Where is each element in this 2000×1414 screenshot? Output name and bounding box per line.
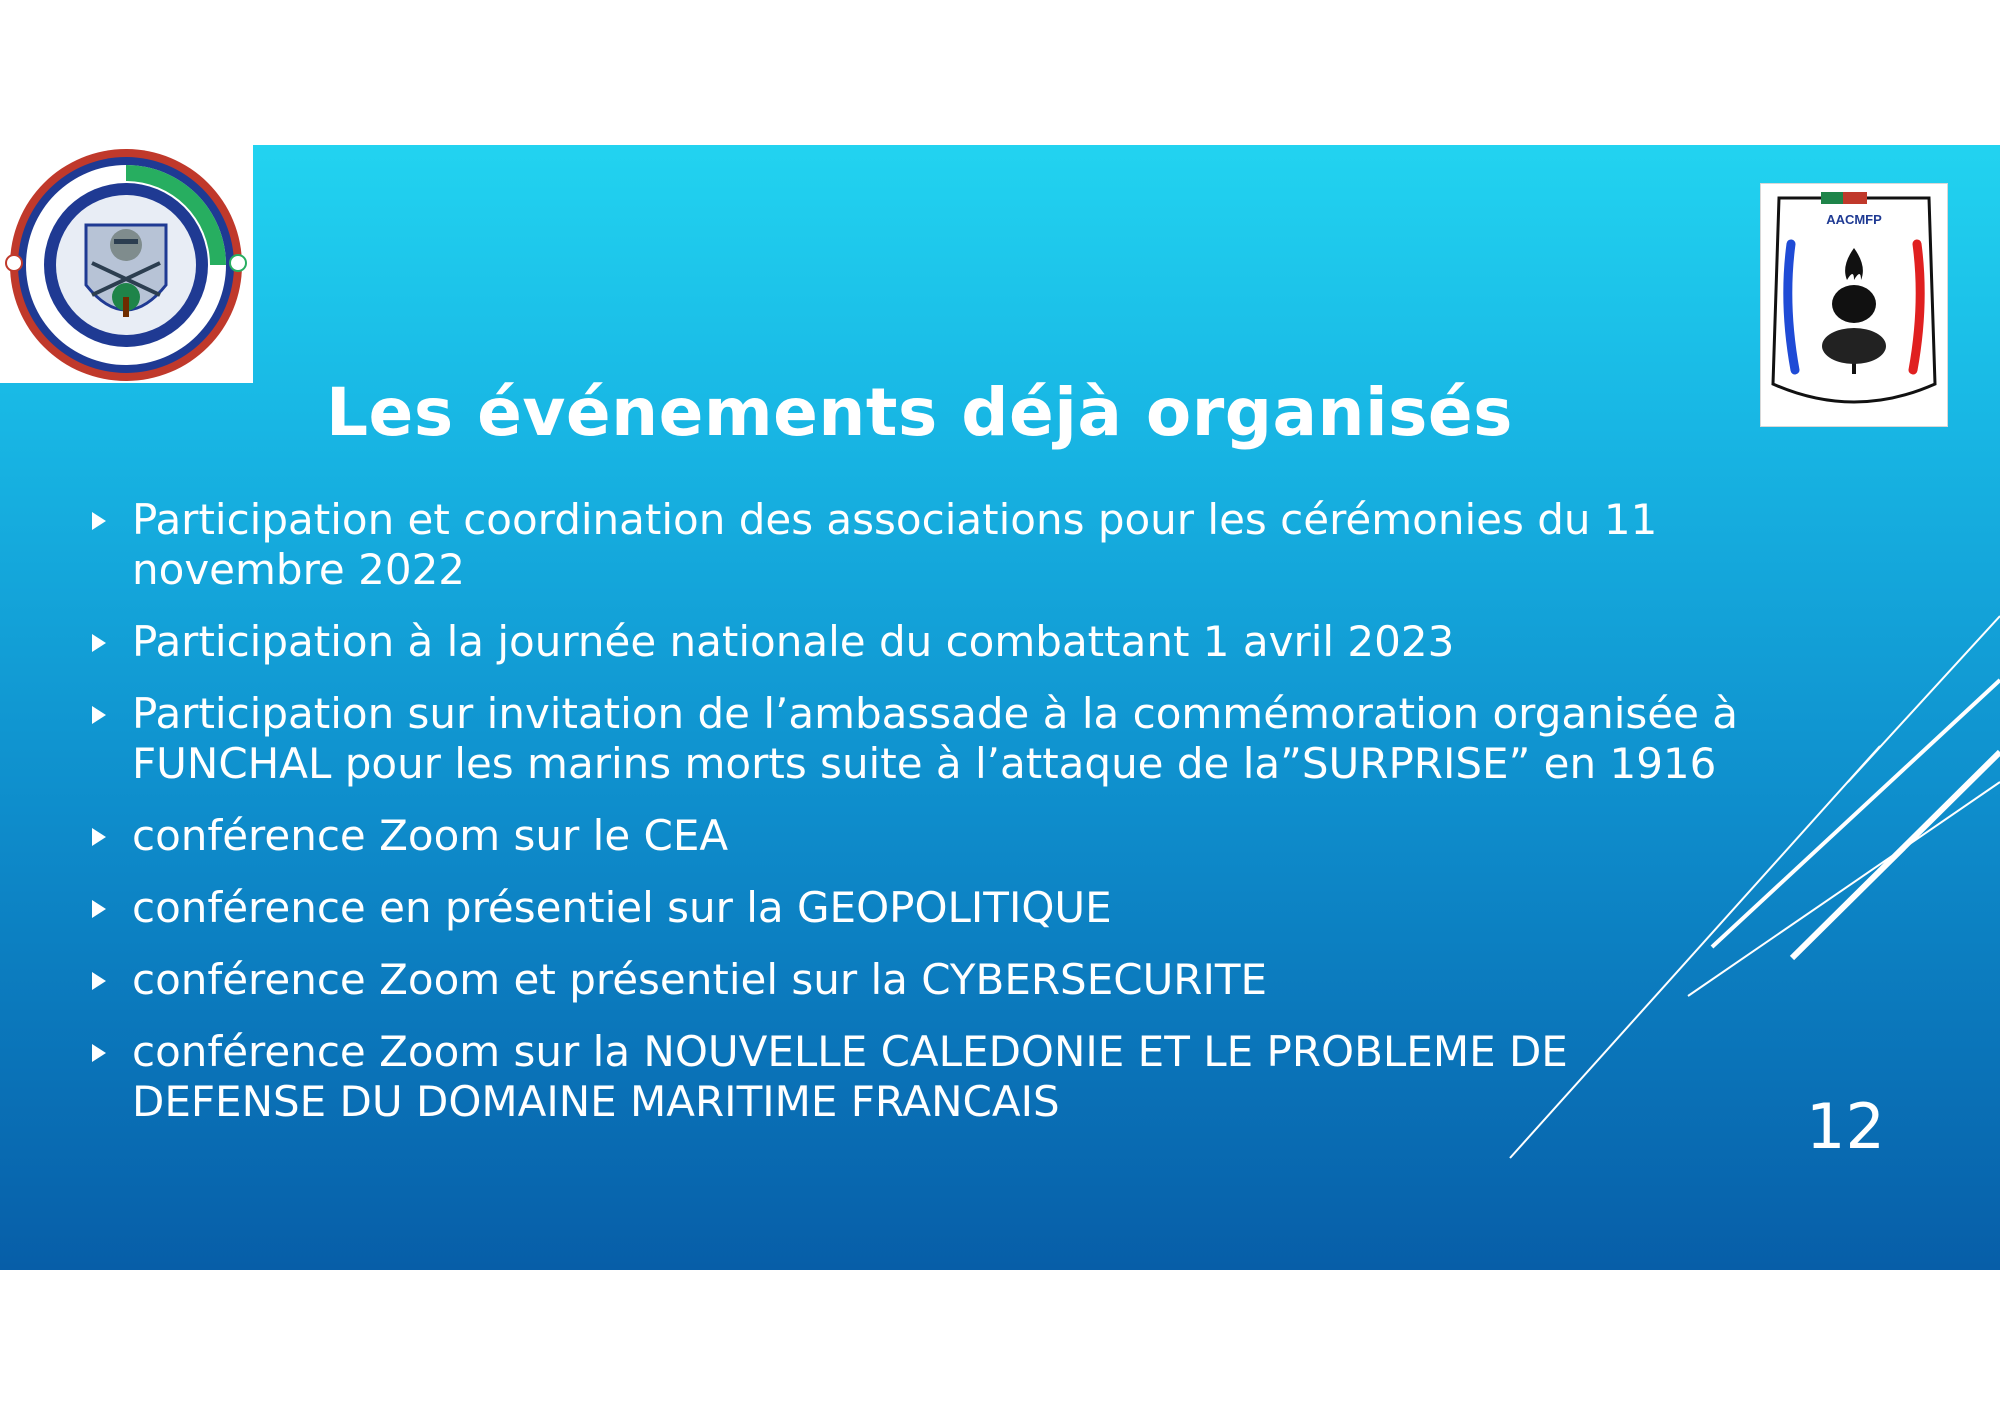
alfds-logo [0, 145, 253, 383]
list-item-text: conférence Zoom sur la NOUVELLE CALEDONIE ET LE PROBLEME DE DEFENSE DU DOMAINE MARITIME FRANCAIS [132, 1027, 1568, 1126]
slide-title: Les événements déjà organisés [326, 374, 1513, 451]
list-item [92, 689, 1752, 789]
list-item [92, 617, 1752, 667]
bullet-arrow-icon [92, 828, 106, 846]
bullet-arrow-icon [92, 634, 106, 652]
list-item [92, 495, 1752, 595]
aacmfp-badge-icon [1761, 184, 1947, 426]
aacmfp-logo [1760, 183, 1948, 427]
alfds-emblem-icon [0, 145, 253, 383]
bullet-arrow-icon [92, 900, 106, 918]
deco-line-3 [1792, 752, 2000, 958]
list-item-text: conférence Zoom sur le CEA [132, 811, 729, 860]
list-item [92, 955, 1752, 1005]
event-list [92, 495, 1752, 1149]
list-item [92, 811, 1752, 861]
bullet-arrow-icon [92, 512, 106, 530]
page-number: 12 [1806, 1090, 1885, 1163]
list-item-text: Participation à la journée nationale du combattant 1 avril 2023 [132, 617, 1455, 666]
bullet-arrow-icon [92, 972, 106, 990]
bullet-arrow-icon [92, 1044, 106, 1062]
deco-line-2 [1712, 680, 2000, 947]
aacmfp-logo-name: AACMFP [1826, 212, 1882, 227]
bullet-arrow-icon [92, 706, 106, 724]
list-item-text: Participation et coordination des associations pour les cérémonies du 11 novembre 2022 [132, 495, 1658, 594]
list-item-text: conférence Zoom et présentiel sur la CYBERSECURITE [132, 955, 1268, 1004]
list-item-text: Participation sur invitation de l’ambassade à la commémoration organisée à FUNCHAL pour les marins morts suite à l’attaque de la”SURPRISE” en 1916 [132, 689, 1739, 788]
list-item-text: conférence en présentiel sur la GEOPOLITIQUE [132, 883, 1112, 932]
list-item [92, 883, 1752, 933]
list-item [92, 1027, 1752, 1127]
